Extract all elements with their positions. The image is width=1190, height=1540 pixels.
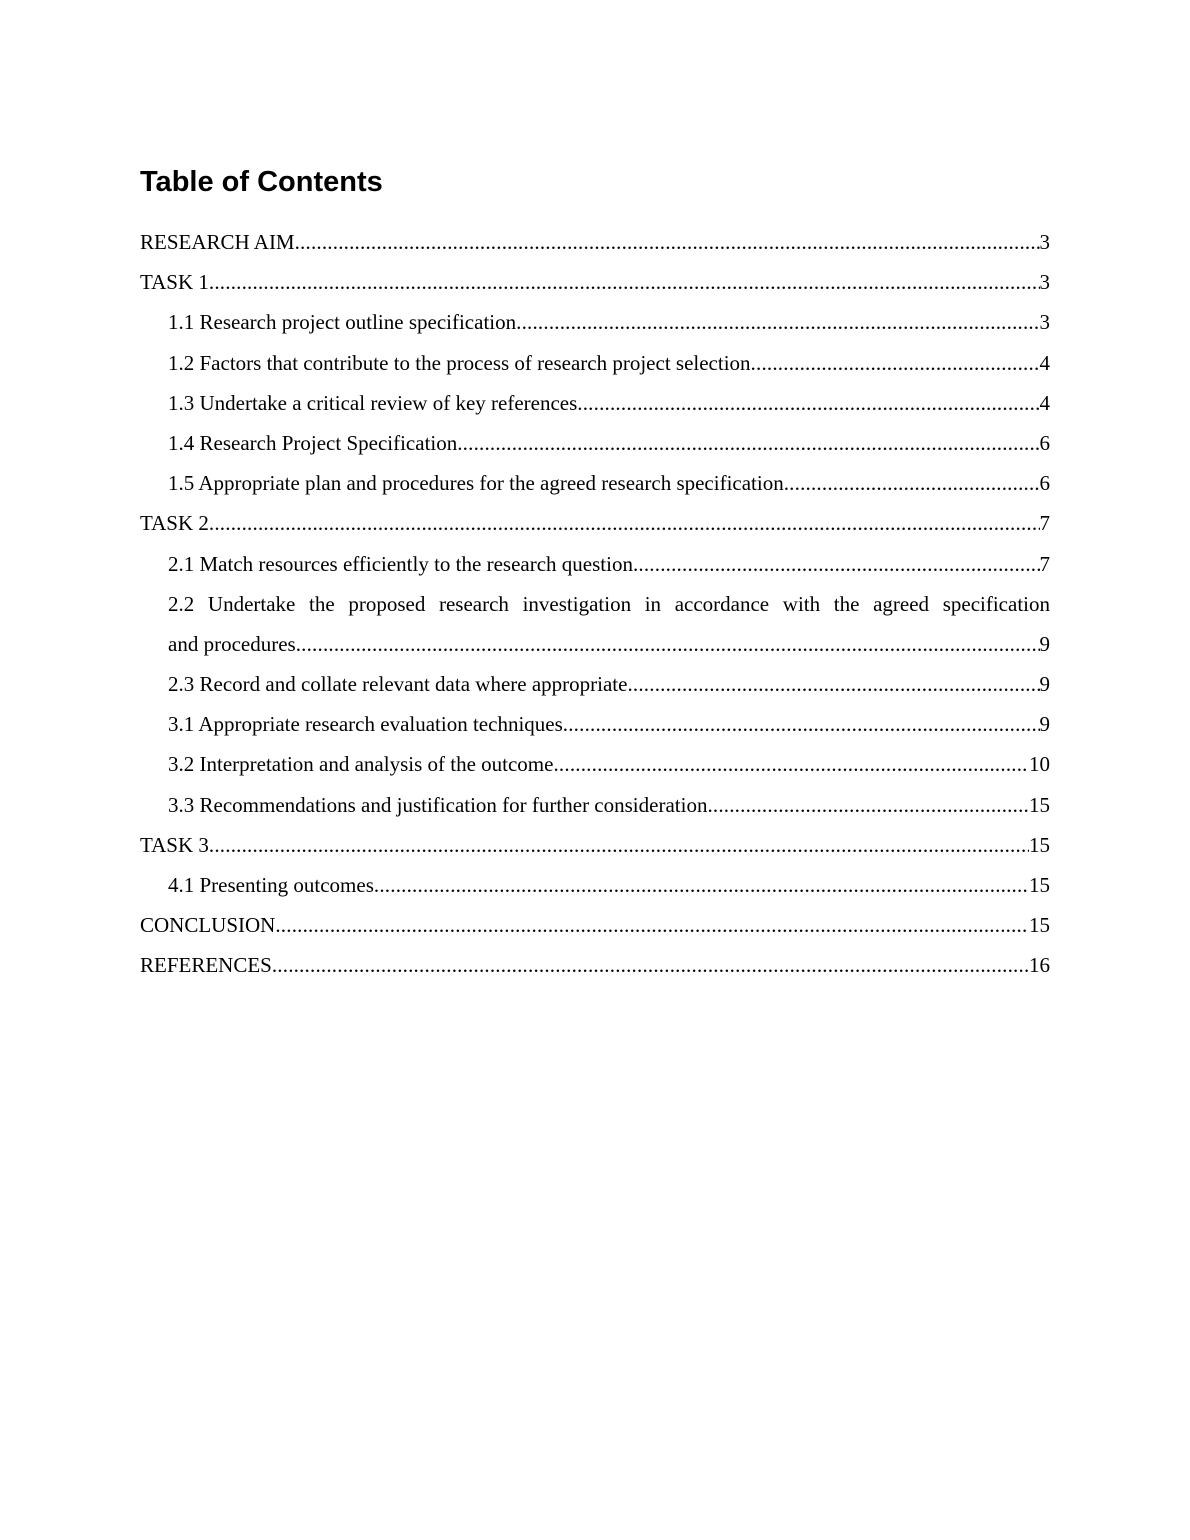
toc-entry-1-5[interactable] [168,463,1050,503]
toc-entry-3-3[interactable] [168,785,1050,825]
toc-entry-label: TASK 1 [140,270,209,295]
toc-entry-page-number: 15 [1029,913,1050,938]
dot-leader [627,664,1039,704]
toc-entry-task-2[interactable] [140,503,1050,543]
dot-leader [707,785,1029,825]
toc-entry-label: 1.2 Factors that contribute to the process of research project selection [168,350,751,375]
toc-entry-label: 4.1 Presenting outcomes [168,873,374,898]
toc-entry-page-number: 9 [1039,631,1050,656]
dot-leader [296,624,1040,664]
toc-entry-label: 3.1 Appropriate research evaluation techniques [168,712,563,737]
toc-entry-page-number: 15 [1029,792,1050,817]
toc-entry-2-2[interactable] [168,584,1050,664]
dot-leader [295,222,1040,262]
dot-leader [577,383,1039,423]
toc-entry-label: 2.1 Match resources efficiently to the research question [168,551,633,576]
toc-entry-page-number: 9 [1039,712,1050,737]
toc-entry-page-number: 6 [1039,430,1050,455]
toc-entry-label: 1.1 Research project outline specification [168,310,517,335]
toc-entry-label: 3.3 Recommendations and justification for further consideration [168,792,708,817]
toc-entry-page-number: 16 [1029,953,1050,978]
table-of-contents [140,222,1050,986]
toc-entry-label: 1.5 Appropriate plan and procedures for the agreed research specification [168,471,784,496]
toc-entry-page-number: 10 [1029,752,1050,777]
toc-entry-page-number: 15 [1029,873,1050,898]
dot-leader [374,865,1029,905]
toc-entry-label: 3.2 Interpretation and analysis of the outcome [168,752,554,777]
toc-entry-label: 1.4 Research Project Specification [168,430,458,455]
dot-leader [516,302,1039,342]
toc-entry-label: 2.3 Record and collate relevant data where appropriate [168,672,628,697]
toc-entry-task-1[interactable] [140,262,1050,302]
toc-entry-3-1[interactable] [168,704,1050,744]
toc-entry-1-3[interactable] [168,383,1050,423]
toc-entry-page-number: 3 [1039,230,1050,254]
dot-leader [553,744,1029,784]
toc-entry-4-1[interactable] [168,865,1050,905]
dot-leader [275,905,1029,945]
dot-leader [633,544,1040,584]
toc-entry-2-3[interactable] [168,664,1050,704]
dot-leader [209,825,1029,865]
toc-entry-page-number: 15 [1029,832,1050,857]
toc-entry-label-line-2: and procedures [168,631,296,656]
toc-entry-2-1[interactable] [168,544,1050,584]
toc-title: Table of Contents [140,166,383,198]
dot-leader [751,343,1040,383]
toc-entry-page-number: 3 [1039,270,1050,295]
toc-entry-1-1[interactable] [168,302,1050,342]
toc-entry-label: REFERENCES [140,953,272,978]
dot-leader [209,262,1040,302]
toc-entry-label-line-1: 2.2 Undertake the proposed research investigation in accordance with the agreed specification [168,591,1050,616]
dot-leader [563,704,1040,744]
toc-entry-page-number: 7 [1039,551,1050,576]
toc-entry-page-number: 7 [1039,511,1050,536]
dot-leader [784,463,1040,503]
toc-entry-page-number: 6 [1039,471,1050,496]
toc-entry-1-4[interactable] [168,423,1050,463]
toc-entry-page-number: 9 [1039,672,1050,697]
toc-entry-conclusion[interactable] [140,905,1050,945]
toc-entry-page-number: 4 [1039,350,1050,375]
toc-entry-page-number: 3 [1039,310,1050,335]
dot-leader [457,423,1039,463]
toc-entry-task-3[interactable] [140,825,1050,865]
toc-entry-label: CONCLUSION [140,913,276,938]
toc-entry-references[interactable] [140,945,1050,985]
dot-leader [209,503,1040,543]
toc-entry-label: RESEARCH AIM [140,230,295,254]
toc-entry-1-2[interactable] [168,343,1050,383]
toc-entry-label: TASK 3 [140,832,209,857]
dot-leader [272,945,1029,985]
toc-entry-label: TASK 2 [140,511,209,536]
toc-entry-page-number: 4 [1039,390,1050,415]
toc-entry-label: 1.3 Undertake a critical review of key references [168,390,578,415]
toc-entry-3-2[interactable] [168,744,1050,784]
toc-entry-research-aim[interactable] [140,222,1050,262]
